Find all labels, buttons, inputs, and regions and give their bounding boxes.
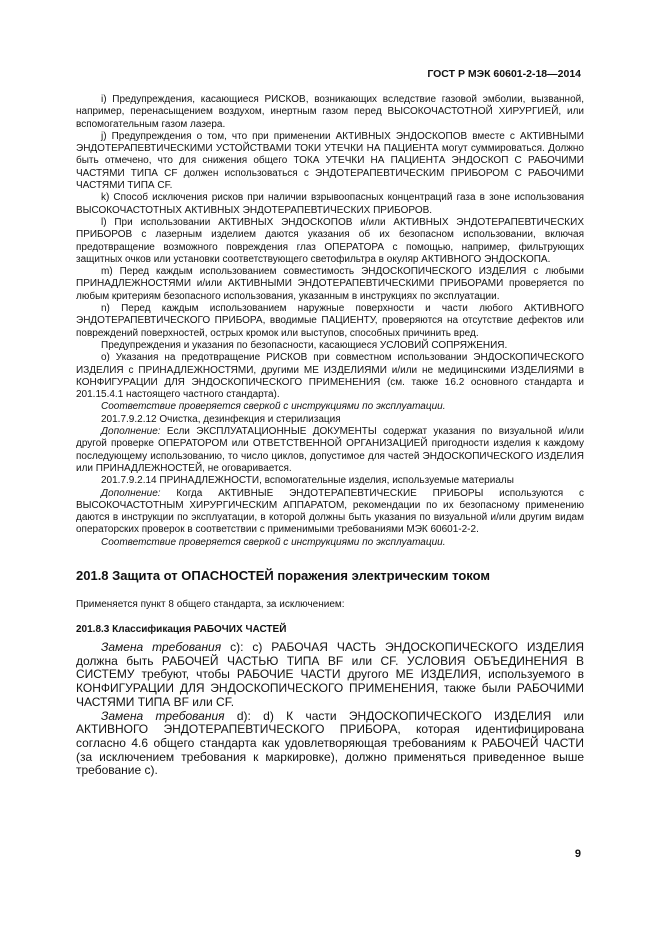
compliance-note-2: Соответствие проверяется сверкой с инструкциями по эксплуатации.	[101, 536, 446, 548]
item-i: i) Предупреждения, касающиеся РИСКОВ, возникающих вследствие газовой эмболии, вызванной, например, перенасыщением воздухом, инертным газом перед ВЫСОКОЧАСТОТНОЙ ХИРУРГИЕЙ, или вспомогательным газом лазера.	[76, 94, 584, 130]
replacement-d-text: d): d) К части ЭНДОСКОПИЧЕСКОГО ИЗДЕЛИЯ или АКТИВНОГО ЭНДОТЕРАПЕВТИЧЕСКОГО ПРИБОРА, которая идентифицирована согласно 4.6 общего стандарта как удовлетворяющая требованиям к РАБОЧЕЙ ЧАСТИ (за исключением требования к маркировке), должно применяться приведенное выше требование с).	[76, 708, 584, 778]
addition-2-text: Когда АКТИВНЫЕ ЭНДОТЕРАПЕВТИЧЕСКИЕ ПРИБОРЫ используются с ВЫСОКОЧАСТОТНЫМ ХИРУРГИЧЕСКИМ АППАРАТОМ, рекомендации по их безопасному применению даются в инструкции по эксплуатации, в которой должны быть указания по визуальной и/или другим видам операторских проверок в соответствии с применимыми требованиями МЭК 60601-2-2.	[76, 487, 584, 536]
addition-1-label: Дополнение:	[101, 426, 161, 438]
replacement-c	[76, 641, 584, 710]
compliance-note-1: Соответствие проверяется сверкой с инструкциями по эксплуатации.	[101, 401, 446, 413]
replacement-c-label: Замена требования	[101, 639, 222, 654]
item-n: n) Перед каждым использованием наружные поверхности и части любого АКТИВНОГО ЭНДОТЕРАПЕВТИЧЕСКОГО ПРИБОРА, вводимые ПАЦИЕНТУ, проверяются на отсутствие дефектов или повреждений поверхностей, острых кромок или выступов, способных причинить вред.	[76, 303, 584, 339]
item-j: j) Предупреждения о том, что при применении АКТИВНЫХ ЭНДОСКОПОВ вместе с АКТИВНЫМИ ЭНДОТЕРАПЕВТИЧЕСКИМИ УСТОЙСТВАМИ ТОКИ УТЕЧКИ НА ПАЦИЕНТА могут суммироваться. Должно быть отмечено, что для снижения общего ТОКА УТЕЧКИ НА ПАЦИЕНТА ЭНДОСКОП С РАБОЧИМИ ЧАСТЯМИ ТИПА CF должен использоваться с ЭНДОТЕРАПЕВТИЧЕСКИМ ПРИБОРОМ С РАБОЧИМИ ЧАСТЯМИ ТИПА CF.	[76, 130, 584, 192]
addition-1-text: Если ЭКСПЛУАТАЦИОННЫЕ ДОКУМЕНТЫ содержат указания по визуальной и/или другой проверке ОПЕРАТОРОМ или ОТВЕТСТВЕННОЙ ОРГАНИЗАЦИЕЙ пригодности изделия к каждому последующему использованию, то число циклов, допустимое для частей ЭНДОСКОПИЧЕСКОГО ИЗДЕЛИЯ или ПРИНАДЛЕЖНОСТЕЙ, не оговаривается.	[76, 426, 584, 474]
replacement-d-label: Замена требования	[101, 708, 225, 723]
addition-2-label: Дополнение:	[101, 487, 161, 499]
standard-code-header: ГОСТ Р МЭК 60601-2-18—2014	[427, 68, 581, 80]
document-body	[76, 94, 584, 778]
section-title: 201.8 Защита от ОПАСНОСТЕЙ поражения электрическим током	[76, 567, 491, 583]
section-intro: Применяется пункт 8 общего стандарта, за исключением:	[76, 598, 345, 610]
item-k: k) Способ исключения рисков при наличии взрывоопасных концентраций газа в зоне использования ВЫСОКОЧАСТОТНЫХ АКТИВНЫХ ЭНДОТЕРАПЕВТИЧЕСКИХ ПРИБОРОВ.	[76, 192, 584, 216]
item-l: l) При использовании АКТИВНЫХ ЭНДОСКОПОВ и/или АКТИВНЫХ ЭНДОТЕРАПЕВТИЧЕСКИХ ПРИБОРОВ с лазерным изделием даются указания об их безопасном использовании, включая предотвращение возможного повреждения глаз ОПЕРАТОРА с помощью, например, фильтрующих защитных очков или установки соответствующего светофильтра в окуляр АКТИВНОГО ЭНДОСКОПА.	[76, 216, 584, 265]
item-m: m) Перед каждым использованием совместимость ЭНДОСКОПИЧЕСКОГО ИЗДЕЛИЯ с любыми ПРИНАДЛЕЖНОСТЯМИ и/или АКТИВНЫМИ ЭНДОТЕРАПЕВТИЧЕСКИМИ ПРИБОРАМИ проверяется по любым критериям безопасного использования, указанным в инструкциях по эксплуатации.	[76, 266, 584, 302]
replacement-c-text: с): с) РАБОЧАЯ ЧАСТЬ ЭНДОСКОПИЧЕСКОГО ИЗДЕЛИЯ должна быть РАБОЧЕЙ ЧАСТЬЮ ТИПА BF или CF. УСЛОВИЯ ОБЪЕДИНЕНИЯ В СИСТЕМУ требуют, чтобы РАБОЧИЕ ЧАСТИ другого МЕ ИЗДЕЛИЯ, используемого в КОНФИГУРАЦИИ ДЛЯ ЭНДОСКОПИЧЕСКОГО ПРИМЕНЕНИЯ, также были РАБОЧИМИ ЧАСТЯМИ ТИПА BF или CF.	[76, 639, 584, 709]
clause-201-7-9-2-14: 201.7.9.2.14 ПРИНАДЛЕЖНОСТИ, вспомогательные изделия, используемые материалы	[101, 475, 514, 487]
addition-2	[76, 488, 584, 537]
addition-1	[76, 426, 584, 475]
page-number: 9	[574, 848, 581, 860]
subsection-title: 201.8.3 Классификация РАБОЧИХ ЧАСТЕЙ	[76, 623, 287, 635]
item-o: o) Указания на предотвращение РИСКОВ при совместном использовании ЭНДОСКОПИЧЕСКОГО ИЗДЕЛИЯ с ПРИНАДЛЕЖНОСТЯМИ, другими МЕ ИЗДЕЛИЯМИ и/или не медицинскими ИЗДЕЛИЯМИ в КОНФИГУРАЦИИ ДЛЯ ЭНДОСКОПИЧЕСКОГО ПРИМЕНЕНИЯ (см. также 16.2 основного стандарта и 201.15.4.1 настоящего частного стандарта).	[76, 352, 584, 401]
interface-warnings: Предупреждения и указания по безопасности, касающиеся УСЛОВИЙ СОПРЯЖЕНИЯ.	[101, 339, 508, 351]
clause-201-7-9-2-12: 201.7.9.2.12 Очистка, дезинфекция и стерилизация	[101, 413, 341, 425]
replacement-d	[76, 710, 584, 779]
